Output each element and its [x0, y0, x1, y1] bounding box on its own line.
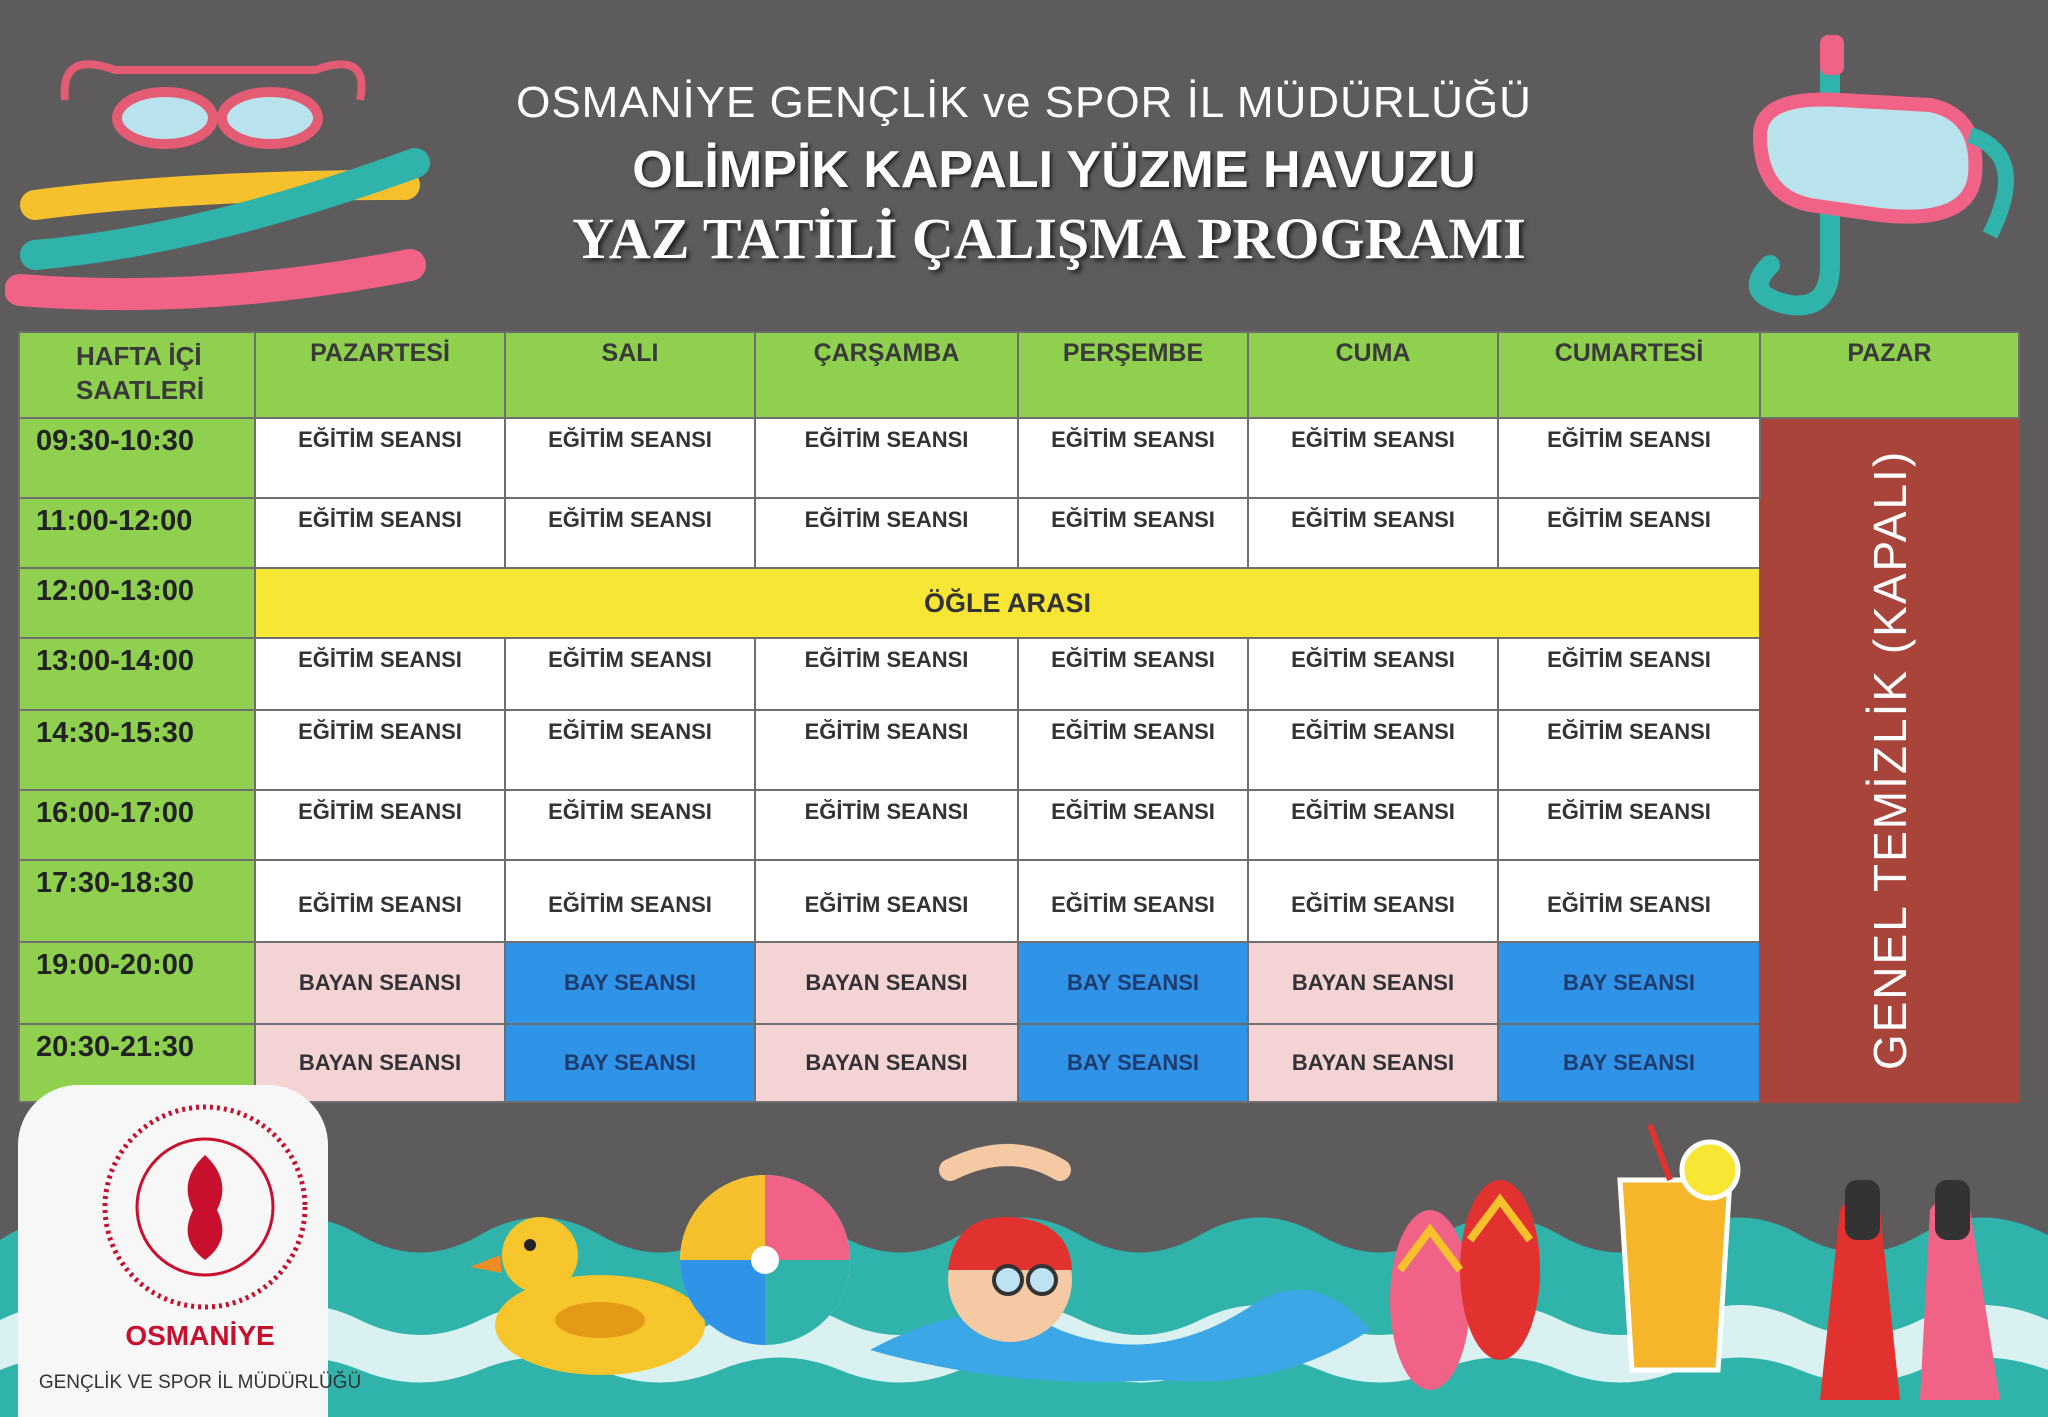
session-cell: EĞİTİM SEANSI — [1498, 638, 1760, 710]
sunday-closed-cell — [1760, 418, 2019, 1102]
men-session-cell: BAY SEANSI — [1498, 1024, 1760, 1102]
table-row — [19, 1024, 2019, 1102]
session-cell: EĞİTİM SEANSI — [1498, 498, 1760, 568]
session-cell: EĞİTİM SEANSI — [1248, 638, 1498, 710]
table-row — [19, 498, 2019, 568]
day-header: PAZARTESİ — [255, 332, 505, 418]
session-cell: EĞİTİM SEANSI — [505, 790, 755, 860]
session-cell: EĞİTİM SEANSI — [755, 418, 1018, 498]
day-header: ÇARŞAMBA — [755, 332, 1018, 418]
session-cell: EĞİTİM SEANSI — [1248, 418, 1498, 498]
time-cell: 12:00-13:00 — [19, 568, 255, 638]
women-session-cell: BAYAN SEANSI — [255, 942, 505, 1024]
time-cell: 13:00-14:00 — [19, 638, 255, 710]
session-cell: EĞİTİM SEANSI — [1498, 418, 1760, 498]
session-cell: EĞİTİM SEANSI — [1498, 860, 1760, 942]
pool-noodles-icon — [5, 145, 435, 315]
table-header-row — [19, 332, 2019, 418]
beach-ball-icon — [675, 1170, 855, 1350]
sunday-closed-label: GENEL TEMİZLİK (KAPALI) — [1863, 449, 1916, 1071]
time-cell: 14:30-15:30 — [19, 710, 255, 790]
session-cell: EĞİTİM SEANSI — [1498, 790, 1760, 860]
table-row — [19, 710, 2019, 790]
session-cell: EĞİTİM SEANSI — [255, 638, 505, 710]
session-cell: EĞİTİM SEANSI — [1018, 710, 1248, 790]
session-cell: EĞİTİM SEANSI — [505, 638, 755, 710]
table-row — [19, 860, 2019, 942]
snorkel-mask-icon — [1720, 25, 2020, 325]
session-cell: EĞİTİM SEANSI — [255, 498, 505, 568]
session-cell: EĞİTİM SEANSI — [1018, 418, 1248, 498]
session-cell: EĞİTİM SEANSI — [755, 710, 1018, 790]
logo-subtitle: GENÇLİK VE SPOR İL MÜDÜRLÜĞÜ — [38, 1372, 362, 1393]
logo-city-name: OSMANİYE — [125, 1320, 275, 1351]
men-session-cell: BAY SEANSI — [505, 942, 755, 1024]
time-cell: 20:30-21:30 — [19, 1024, 255, 1102]
session-cell: EĞİTİM SEANSI — [505, 710, 755, 790]
day-header: PAZAR — [1760, 332, 2019, 418]
session-cell: EĞİTİM SEANSI — [1498, 710, 1760, 790]
schedule-table — [18, 331, 2020, 1103]
time-cell: 11:00-12:00 — [19, 498, 255, 568]
session-cell: EĞİTİM SEANSI — [255, 790, 505, 860]
session-cell: EĞİTİM SEANSI — [255, 418, 505, 498]
men-session-cell: BAY SEANSI — [1018, 942, 1248, 1024]
swim-goggles-icon — [55, 40, 375, 150]
day-header: SALI — [505, 332, 755, 418]
session-cell: EĞİTİM SEANSI — [755, 860, 1018, 942]
swim-fins-icon — [1820, 1170, 2010, 1410]
day-header: CUMA — [1248, 332, 1498, 418]
table-row — [19, 942, 2019, 1024]
lunch-break-cell: ÖĞLE ARASI — [255, 568, 1760, 638]
session-cell: EĞİTİM SEANSI — [1018, 638, 1248, 710]
women-session-cell: BAYAN SEANSI — [255, 1024, 505, 1102]
flip-flops-icon — [1380, 1160, 1550, 1400]
time-cell: 19:00-20:00 — [19, 942, 255, 1024]
table-row — [19, 638, 2019, 710]
session-cell: EĞİTİM SEANSI — [1018, 498, 1248, 568]
women-session-cell: BAYAN SEANSI — [755, 1024, 1018, 1102]
session-cell: EĞİTİM SEANSI — [255, 710, 505, 790]
table-row — [19, 568, 2019, 638]
day-header: PERŞEMBE — [1018, 332, 1248, 418]
men-session-cell: BAY SEANSI — [1498, 942, 1760, 1024]
session-cell: EĞİTİM SEANSI — [505, 418, 755, 498]
swimmer-icon — [860, 1130, 1380, 1410]
session-cell: EĞİTİM SEANSI — [255, 860, 505, 942]
session-cell: EĞİTİM SEANSI — [1018, 860, 1248, 942]
table-row — [19, 418, 2019, 498]
session-cell: EĞİTİM SEANSI — [1248, 498, 1498, 568]
women-session-cell: BAYAN SEANSI — [1248, 942, 1498, 1024]
time-cell: 16:00-17:00 — [19, 790, 255, 860]
session-cell: EĞİTİM SEANSI — [1248, 710, 1498, 790]
corner-line2: SAATLERİ — [76, 375, 205, 405]
session-cell: EĞİTİM SEANSI — [755, 790, 1018, 860]
pool-title: OLİMPİK KAPALI YÜZME HAVUZU — [632, 141, 1476, 199]
session-cell: EĞİTİM SEANSI — [505, 498, 755, 568]
session-cell: EĞİTİM SEANSI — [1018, 790, 1248, 860]
session-cell: EĞİTİM SEANSI — [505, 860, 755, 942]
women-session-cell: BAYAN SEANSI — [1248, 1024, 1498, 1102]
org-title: OSMANİYE GENÇLİK ve SPOR İL MÜDÜRLÜĞÜ — [516, 78, 1532, 127]
time-cell: 17:30-18:30 — [19, 860, 255, 942]
men-session-cell: BAY SEANSI — [505, 1024, 755, 1102]
session-cell: EĞİTİM SEANSI — [1248, 790, 1498, 860]
women-session-cell: BAYAN SEANSI — [755, 942, 1018, 1024]
time-cell: 09:30-10:30 — [19, 418, 255, 498]
program-title: YAZ TATİLİ ÇALIŞMA PROGRAMI — [572, 206, 1526, 271]
rubber-duck-icon — [470, 1195, 710, 1385]
session-cell: EĞİTİM SEANSI — [1248, 860, 1498, 942]
corner-line1: HAFTA İÇİ — [76, 341, 202, 371]
session-cell: EĞİTİM SEANSI — [755, 638, 1018, 710]
men-session-cell: BAY SEANSI — [1018, 1024, 1248, 1102]
ministry-seal-logo — [98, 1100, 313, 1315]
session-cell: EĞİTİM SEANSI — [755, 498, 1018, 568]
day-header: CUMARTESİ — [1498, 332, 1760, 418]
lemonade-glass-icon — [1600, 1120, 1750, 1380]
corner-header — [19, 332, 255, 418]
table-row — [19, 790, 2019, 860]
